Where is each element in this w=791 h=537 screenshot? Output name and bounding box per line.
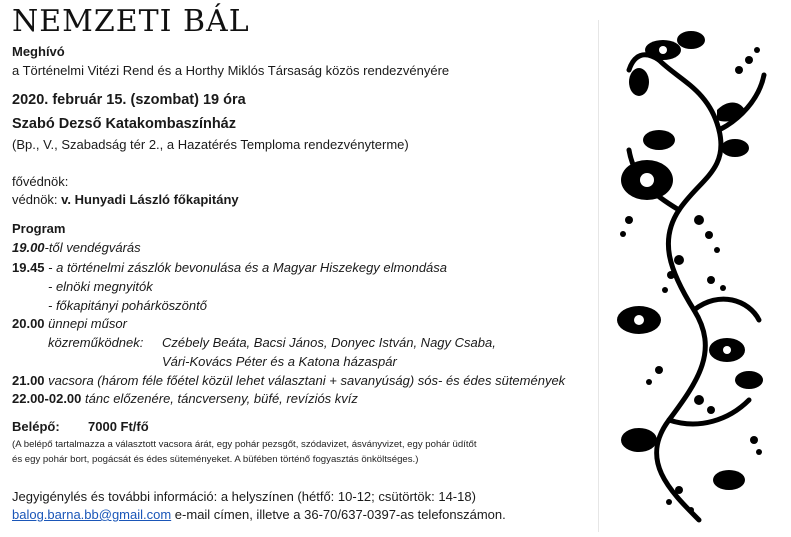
program-item xyxy=(12,316,127,331)
vednok-name: v. Hunyadi László főkapitány xyxy=(61,192,239,207)
email-link[interactable]: balog.barna.bb@gmail.com xyxy=(12,507,172,522)
late-text: tánc előzenére, táncverseny, büfé, revíziós kvíz xyxy=(81,391,358,406)
dinner-text: vacsora (három féle főétel közül lehet választani + savanyúság) sós- és édes sütemények xyxy=(44,373,566,388)
performers-line-2: Vári-Kovács Péter és a Katona házaspár xyxy=(162,354,397,369)
hungarian-folk-floral-ornament-icon xyxy=(599,20,777,532)
program-item xyxy=(12,240,141,255)
entry-label: Belépő: xyxy=(12,419,60,434)
event-datetime: 2020. február 15. (szombat) 19 óra xyxy=(12,92,246,108)
dinner-time: 21.00 xyxy=(12,373,45,388)
program-time: 19.00 xyxy=(12,240,45,255)
invite-subtitle: a Történelmi Vitézi Rend és a Horthy Miklós Társaság közös rendezvényére xyxy=(12,63,450,78)
fovednok-label: fővédnök: xyxy=(12,174,69,189)
contact-line-2 xyxy=(12,507,506,522)
page-title: NEMZETI BÁL xyxy=(12,4,250,39)
program-text: ünnepi műsor xyxy=(44,316,127,331)
contact-rest: e-mail címen, illetve a 36-70/637-0397-as telefonszámon. xyxy=(171,507,506,522)
performers-line-1: Czébely Beáta, Bacsi János, Donyec István, Nagy Csaba, xyxy=(162,335,496,350)
dinner-line xyxy=(12,373,565,388)
performers-label: közreműködnek: xyxy=(48,335,144,350)
entry-price: 7000 Ft/fő xyxy=(88,419,149,434)
program-time: 19.45 xyxy=(12,260,45,275)
folk-ornament-panel xyxy=(598,20,777,532)
program-heading: Program xyxy=(12,221,66,236)
program-text: - a történelmi zászlók bevonulása és a Magyar Hiszekegy elmondása xyxy=(44,260,448,275)
entry-note-2: és egy pohár bort, pogácsát és édes süteményeket. A büfében történő fogyasztás önköltséges.) xyxy=(12,454,419,465)
program-item: - elnöki megnyitók xyxy=(48,279,153,294)
program-item xyxy=(12,260,447,275)
program-time: 20.00 xyxy=(12,316,45,331)
entry-note-1: (A belépő tartalmazza a választott vacsora árát, egy pohár pezsgőt, szódavizet, ásványvizet, egy pohár üdítőt xyxy=(12,439,477,450)
event-address: (Bp., V., Szabadság tér 2., a Hazatérés Temploma rendezvényterme) xyxy=(12,137,409,152)
program-text: -től vendégvárás xyxy=(44,240,141,255)
invite-label: Meghívó xyxy=(12,44,65,59)
late-time: 22.00-02.00 xyxy=(12,391,82,406)
late-line xyxy=(12,391,358,406)
vednok-line xyxy=(12,192,239,207)
contact-line-1: Jegyigénylés és további információ: a helyszínen (hétfő: 10-12; csütörtök: 14-18) xyxy=(12,489,476,504)
program-item: - főkapitányi pohárköszöntő xyxy=(48,298,207,313)
event-venue: Szabó Dezső Katakombaszínház xyxy=(12,116,236,132)
vednok-label: védnök: xyxy=(12,192,62,207)
